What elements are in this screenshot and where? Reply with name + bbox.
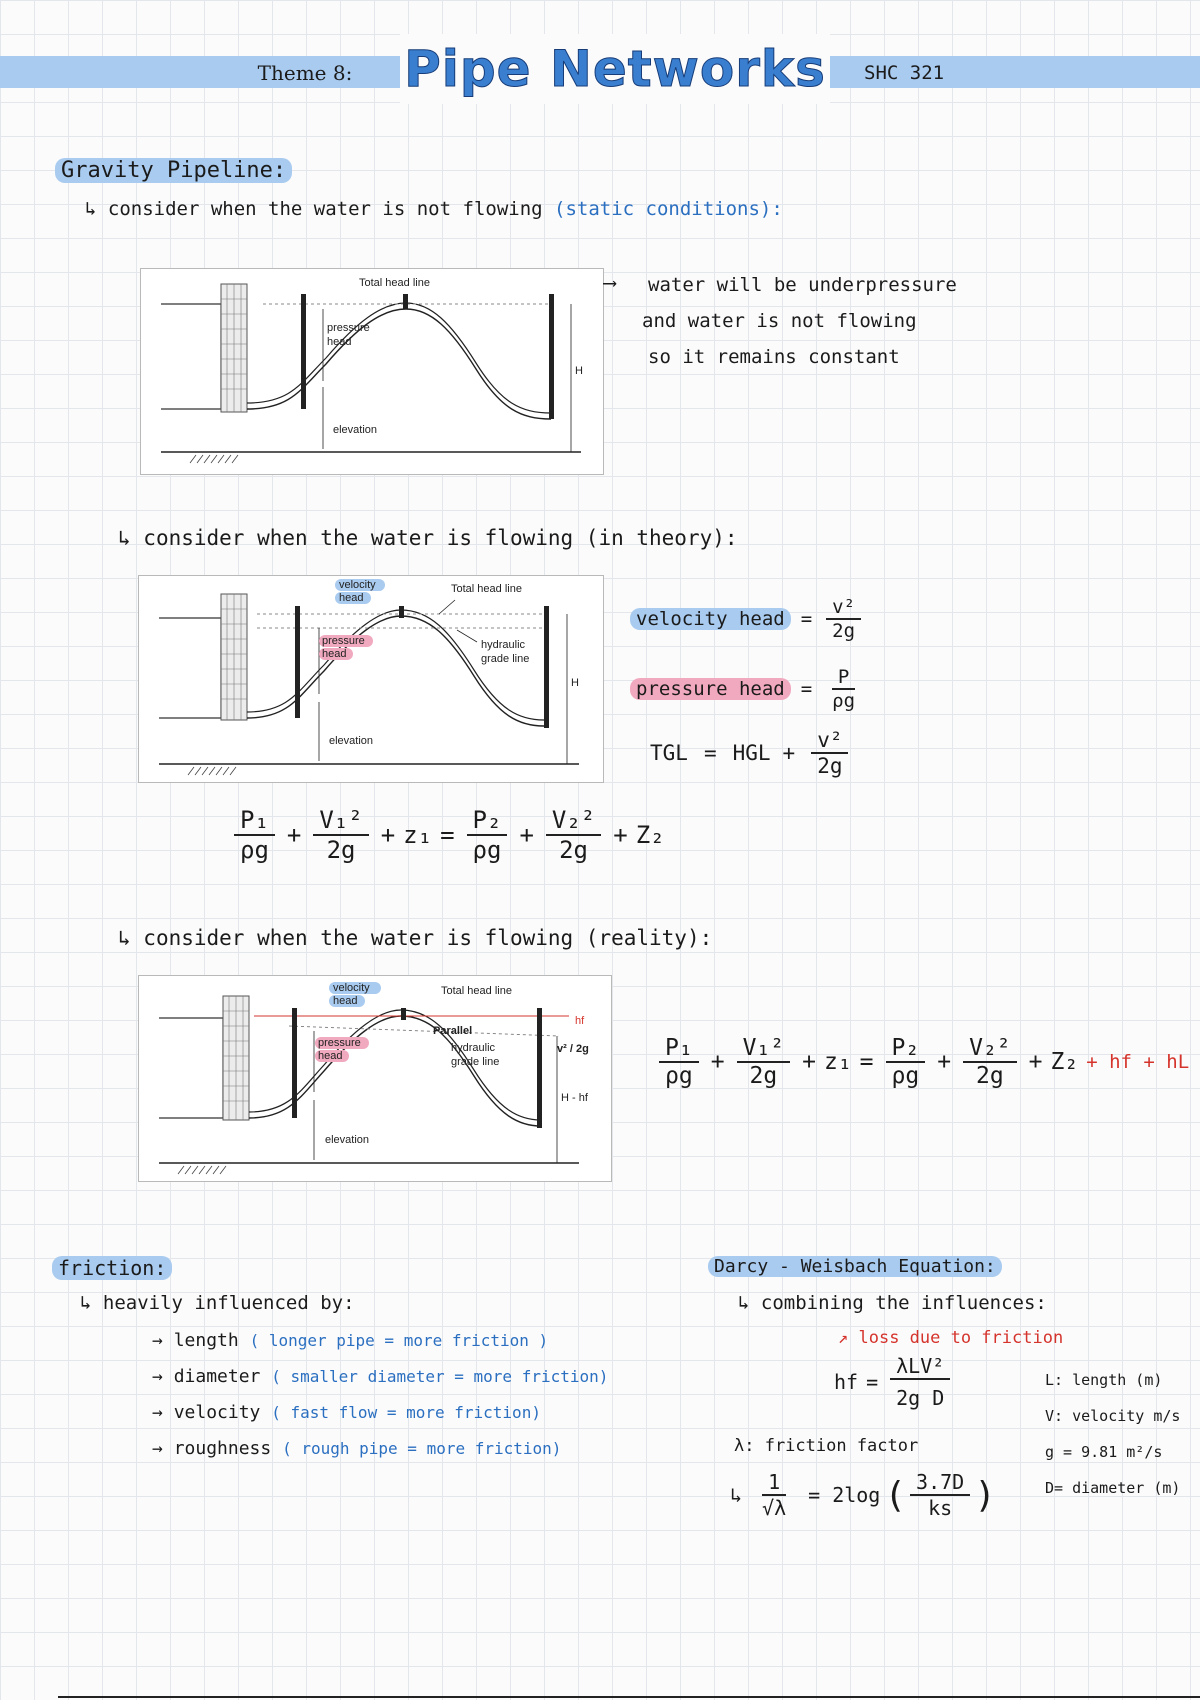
arrow-icon: ↳ (118, 526, 144, 550)
friction-item-note: ( smaller diameter = more friction) (271, 1367, 609, 1386)
static-intro-text: consider when the water is not flowing (107, 198, 543, 220)
plus-sign: + (937, 1049, 952, 1075)
hydraulic-label-2: hydraulic (481, 639, 526, 651)
tgl-num: v² (811, 728, 848, 754)
darcy-intro-text: combining the influences: (760, 1292, 1047, 1314)
v2-2g-label: v² / 2g (557, 1043, 589, 1055)
darcy-intro-line (738, 1292, 1047, 1314)
darcy-heading-text: Darcy - Weisbach Equation: (708, 1256, 1002, 1277)
p2-num: P₂ (467, 806, 508, 836)
colebrook-right-fraction (910, 1470, 970, 1520)
plus-sign: + (802, 1049, 816, 1075)
legend-velocity: V: velocity m/s (1045, 1407, 1181, 1425)
p2-den-r: ρg (891, 1063, 920, 1089)
pressure-head-formula (630, 666, 865, 712)
v2-num-r: V₂² (963, 1035, 1017, 1063)
colebrook-one: 1 (762, 1470, 786, 1496)
arrow-icon: ↳ (118, 926, 144, 950)
arrow-icon: ↳ (80, 1292, 103, 1314)
reality-intro-text: consider when the water is flowing (reality): (143, 926, 713, 950)
friction-heading-text: friction: (52, 1256, 172, 1280)
legend-diameter: D= diameter (m) (1045, 1479, 1181, 1497)
z1-r: z₁ (823, 1049, 852, 1075)
v1-num: V₁² (313, 806, 368, 836)
v2-num: V₂² (546, 806, 601, 836)
H-label-2: H (571, 677, 579, 689)
velocity-head-den: 2g (832, 620, 856, 642)
arrow-icon: ↳ (730, 1483, 743, 1507)
pressure-head-label: pressure head (630, 678, 791, 700)
tgl-fraction (811, 728, 848, 778)
equals-sign: = (440, 821, 455, 849)
static-note-3: so it remains constant (648, 346, 900, 368)
theme-label: Theme 8: (215, 58, 395, 88)
plus-sign: + (519, 821, 534, 849)
tgl-label: TGL (650, 741, 688, 765)
velocity-head-label-3: head (333, 995, 358, 1007)
p2-num-r: P₂ (886, 1035, 926, 1063)
reality-diagram (138, 975, 612, 1182)
grade-line-label-3: grade line (451, 1056, 500, 1068)
hf-label-diagram: hf (575, 1015, 585, 1027)
equals-sign: = (703, 741, 717, 765)
course-code: SHC 321 (838, 58, 1198, 88)
plus-sign: + (286, 821, 302, 849)
v1-den-r: 2g (749, 1063, 778, 1089)
friction-item-name: length (173, 1330, 239, 1351)
p1-den: ρg (240, 836, 269, 864)
darcy-num: λLV² (890, 1354, 950, 1380)
plus-sign: + (710, 1049, 725, 1075)
total-head-line-label-2: Total head line (451, 583, 522, 595)
friction-item: → roughness ( rough pipe = more friction) (152, 1438, 562, 1459)
friction-intro-text: heavily influenced by: (102, 1292, 355, 1314)
pressure-label-3: pressure (318, 1037, 361, 1049)
friction-item: → velocity ( fast flow = more friction) (152, 1402, 541, 1423)
pressure-head-num: P (832, 666, 855, 690)
theory-intro-line (118, 526, 738, 550)
p1-num: P₁ (234, 806, 275, 836)
darcy-hf: hf (834, 1370, 859, 1394)
left-paren: ( (884, 1474, 907, 1516)
elevation-label-3: elevation (325, 1134, 370, 1146)
parallel-label: Parallel (433, 1025, 473, 1037)
colebrook-sqrt: √λ (762, 1496, 787, 1520)
colebrook-log: 2log (832, 1483, 881, 1507)
bernoulli-reality (655, 1035, 1189, 1089)
equals-sign: = (866, 1370, 879, 1394)
pressure-head-fraction (826, 666, 861, 712)
darcy-den: 2g D (896, 1386, 945, 1410)
darcy-formula (834, 1354, 954, 1410)
static-note-2: and water is not flowing (642, 310, 917, 332)
v2-den: 2g (559, 836, 589, 864)
right-paren: ) (974, 1474, 996, 1516)
legend-length: L: length (m) (1045, 1371, 1163, 1389)
pressure-label-1: pressure (327, 322, 370, 334)
theory-diagram (138, 575, 604, 783)
lambda-definition: λ: friction factor (734, 1436, 919, 1456)
plus-sign: + (380, 821, 396, 849)
friction-item-name: roughness (173, 1438, 272, 1459)
colebrook-formula (730, 1470, 996, 1520)
p2-den: ρg (472, 836, 502, 864)
z2-r: Z₂ (1050, 1049, 1079, 1075)
total-head-line-label-3: Total head line (441, 985, 512, 997)
friction-heading (52, 1256, 172, 1280)
H-minus-hf-label: H - hf (561, 1092, 588, 1104)
loss-note-text: loss due to friction (858, 1328, 1064, 1348)
colebrook-ks: ks (928, 1496, 953, 1520)
pressure-label-2: pressure (322, 635, 365, 647)
friction-item-note: ( longer pipe = more friction ) (249, 1331, 549, 1350)
darcy-heading (708, 1256, 1002, 1277)
head-label-2: head (322, 648, 347, 660)
velocity-head-label-2: head (339, 592, 364, 604)
z2: Z₂ (635, 821, 665, 849)
losses-term: + hf + hL (1086, 1051, 1190, 1073)
gravity-heading-text: Gravity Pipeline: (55, 158, 292, 183)
v1-num-r: V₁² (737, 1035, 791, 1063)
bernoulli-theory (230, 806, 665, 864)
friction-item-name: velocity (173, 1402, 261, 1423)
static-paren-text: (static conditions): (554, 198, 783, 220)
equals-sign: = (859, 1049, 874, 1075)
hgl-label: HGL (732, 741, 771, 765)
elevation-label-2: elevation (329, 735, 374, 747)
equals-sign: = (800, 678, 813, 700)
velocity-head-fraction (826, 596, 861, 642)
loss-note (838, 1328, 1063, 1348)
head-label-3: head (318, 1050, 343, 1062)
tgl-formula (650, 728, 852, 778)
hydraulic-label-3: hydraulic (451, 1042, 496, 1054)
friction-item: → length ( longer pipe = more friction ) (152, 1330, 549, 1351)
gravity-heading (55, 158, 292, 183)
curved-arrow-icon: ↗ (838, 1328, 859, 1348)
friction-item-name: diameter (173, 1366, 261, 1387)
plus-sign: + (613, 821, 628, 849)
friction-item: → diameter ( smaller diameter = more friction) (152, 1366, 609, 1387)
pressure-head-den: ρg (832, 690, 856, 712)
velocity-head-label: velocity head (630, 608, 791, 630)
v1-den: 2g (326, 836, 356, 864)
footer-divider (58, 1696, 1200, 1698)
plus-sign: + (1028, 1049, 1043, 1075)
friction-item-note: ( fast flow = more friction) (271, 1403, 541, 1422)
static-diagram (140, 268, 604, 475)
friction-list (152, 1330, 608, 1474)
p1-den-r: ρg (665, 1063, 693, 1089)
elevation-label-1: elevation (333, 424, 378, 436)
darcy-fraction (890, 1354, 950, 1410)
equals-sign: = (808, 1483, 821, 1507)
friction-intro-line (80, 1292, 355, 1314)
friction-item-note: ( rough pipe = more friction) (282, 1439, 562, 1458)
darcy-legend (1045, 1362, 1180, 1506)
static-note-arrow: ⟶ (604, 272, 616, 294)
colebrook-left-fraction (756, 1470, 792, 1520)
static-note-1: water will be underpressure (648, 274, 957, 296)
velocity-head-num: v² (826, 596, 861, 620)
colebrook-num: 3.7D (910, 1470, 970, 1496)
static-intro-line (85, 198, 783, 220)
velocity-label-2: velocity (339, 579, 376, 591)
p1-num-r: P₁ (659, 1035, 699, 1063)
arrow-icon: ↳ (85, 198, 108, 220)
head-label-1: head (327, 336, 352, 348)
total-head-line-label: Total head line (359, 277, 430, 289)
z1: z₁ (403, 821, 433, 849)
equals-sign: = (800, 608, 813, 630)
tgl-den: 2g (817, 754, 843, 778)
page-title: Pipe Networks (400, 34, 830, 104)
legend-gravity: g = 9.81 m²/s (1045, 1443, 1163, 1461)
theory-intro-text: consider when the water is flowing (in theory): (143, 526, 738, 550)
grade-line-label-2: grade line (481, 653, 530, 665)
v2-den-r: 2g (976, 1063, 1004, 1089)
H-label-1: H (575, 365, 583, 377)
velocity-head-formula (630, 596, 865, 642)
reality-intro-line (118, 926, 712, 950)
plus-sign: + (782, 741, 796, 765)
arrow-icon: ↳ (738, 1292, 761, 1314)
velocity-label-3: velocity (333, 982, 370, 994)
